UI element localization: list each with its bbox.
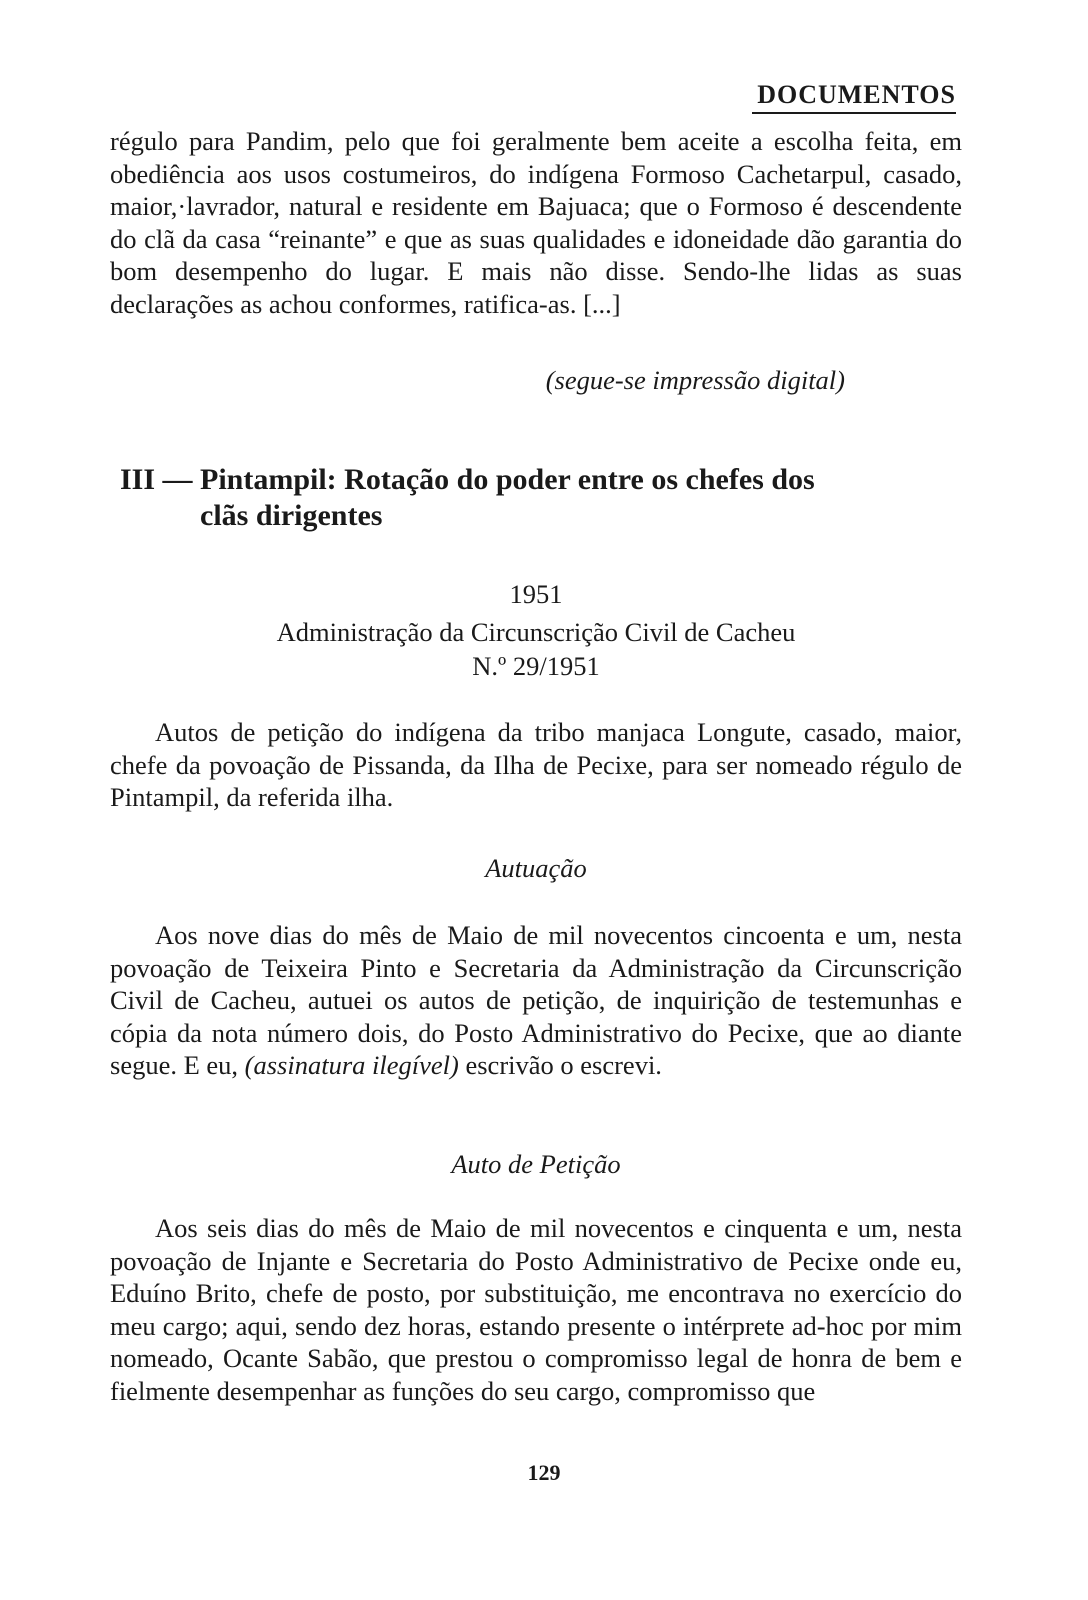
autos-paragraph: Autos de petição do indígena da tribo manjaca Longute, casado, maior, chefe da povoação de Pissanda, da Ilha de Pecixe, para ser nomeado régulo de Pintampil, da referida ilha. (110, 717, 962, 812)
section-title-line2: clãs dirigentes (200, 499, 383, 532)
fingerprint-note: (segue-se impressão digital) (545, 365, 845, 395)
autuacao-end: escrivão o escrevi. (465, 1050, 662, 1080)
section-heading (120, 462, 960, 534)
document-authority: Administração da Circunscrição Civil de Cacheu (276, 617, 796, 647)
document-number: N.º 29/1951 (472, 651, 600, 681)
signature-note: (assinatura ilegível) (244, 1050, 459, 1080)
heading-auto-peticao: Auto de Petição (451, 1149, 621, 1179)
continued-paragraph: régulo para Pandim, pelo que foi geralmente bem aceite a escolha feita, em obediência aos usos costumeiros, do indígena Formoso Cachetarpul, casado, maior,·lavrador, natural e residente em Bajuaca; que o Formoso é descendente do clã da casa “reinante” e que as suas qualidades e idoneidade dão garantia do bom desempenho do lugar. E mais não disse. Sendo-lhe lidas as suas declarações as achou conformes, ratifica-as. [...] (110, 126, 962, 319)
running-header: DOCUMENTOS (752, 80, 956, 114)
auto-peticao-paragraph: Aos seis dias do mês de Maio de mil novecentos e cinquenta e um, nesta povoação de Injante e Secretaria do Posto Administrativo de Pecixe onde eu, Eduíno Brito, chefe de posto, por substituição, me encontrava no exercício do meu cargo; aqui, sendo dez horas, estando presente o intérprete ad-hoc por mim nomeado, Ocante Sabão, que prestou o compromisso legal de honra de bem e fielmente desempenhar as funções do seu cargo, compromisso que (110, 1213, 962, 1406)
page-number: 129 (527, 1460, 561, 1485)
autuacao-paragraph (110, 919, 962, 1082)
heading-autuacao: Autuação (485, 853, 587, 883)
document-year: 1951 (509, 579, 563, 609)
autuacao-text: Aos nove dias do mês de Maio de mil novecentos cincoenta e um, nesta povoação de Teixeira Pinto e Secretaria da Administração da Circunscrição Civil de Cacheu, autuei os autos de petição, de inquirição de testemunhas e cópia da nota número dois, do Posto Administrativo do Pecixe, que ao diante segue. E eu, (110, 920, 962, 1080)
section-number: III — (120, 463, 193, 496)
section-title-line1: Pintampil: Rotação do poder entre os chefes dos (200, 463, 815, 496)
